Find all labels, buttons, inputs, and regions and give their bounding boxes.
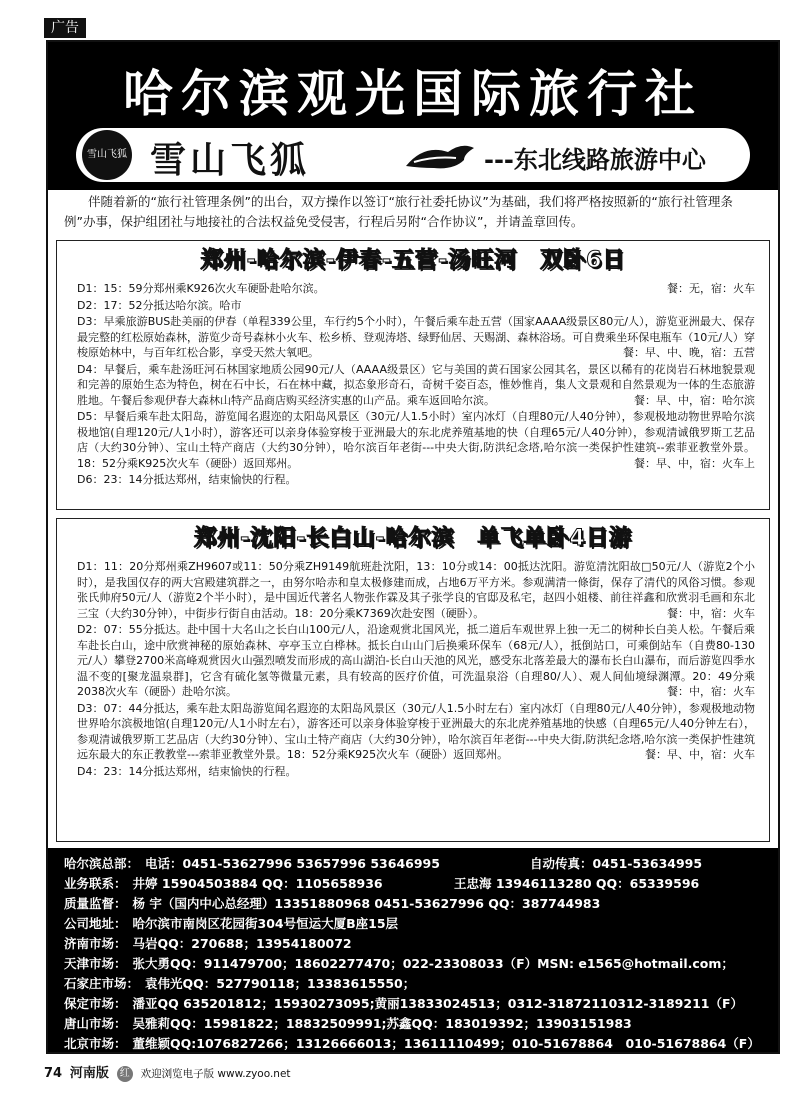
route-1-title: 郑州-哈尔滨-伊春-五营-汤旺河 双卧6日 [200,248,626,273]
itinerary-day: D6：23：14分抵达郑州，结束愉快的行程。 [77,473,297,486]
brand-strip [76,128,750,182]
contact-row: 石家庄市场： 袁伟光QQ：527790118；13383615550； [64,976,416,991]
contact-row: 保定市场： 潘亚QQ 635201812；15930273095;黄丽13833024513；0312-31872110312-3189211（F） [64,996,744,1011]
itinerary-day: D3：早乘旅游BUS赴美丽的伊春（单程339公里，车行约5个小时），午餐后乘车赴五营（国家AAAA级景区80元/人），游览亚洲最大、保存最完整的红松原始森林，游览少奇号森林小火车、松乡桥、登观涛塔、绿野仙居、天赐湖、森林浴场。可自费乘坐环保电瓶车（10元/人）穿梭原始林中，与百年红松合影，享受天然大氧吧。 餐：早、中、晚，宿：五营 [77,315,755,359]
contact-row: 哈尔滨总部： 电话：0451-53627996 53657996 53646995 自动传真：0451-53634995 [64,856,703,871]
fox-icon [404,138,476,174]
contact-panel [48,848,778,1054]
meal-info: 餐：中，宿：火车 [667,606,755,620]
meal-info: 餐：早、中，宿：火车 [645,748,755,761]
edition-label: 河南版 [69,1066,109,1081]
meal-info: 餐：早、中、晚，宿：五营 [623,346,755,359]
brand-logo: 雪山飞狐 [82,130,132,180]
meal-info: 餐：无，宿：火车 [667,282,755,295]
brand-name: 雪山飞狐 [150,139,311,181]
edition-badge: 红 [117,1066,133,1082]
itinerary-day: D2：17：52分抵达哈尔滨。哈市 [77,298,242,312]
meal-info: 餐：中，宿：火车 [667,685,755,698]
ad-tag: 广告 [44,18,86,38]
contact-row: 公司地址： 哈尔滨市南岗区花园街304号恒运大厦B座15层 [64,916,399,931]
advertisement-frame [46,40,780,1054]
route-1-itinerary [57,281,769,488]
itinerary-day: D5：早餐后乘车赴太阳岛，游览闻名遐迩的太阳岛风景区（30元/人1.5小时）室内冰灯（自理80元/人40分钟），参观极地动物世界哈尔滨极地馆(自理120元/人1小时），游客还可以亲身体验穿梭于亚洲最大的东北虎养殖基地的快（自理65元/人40分钟），参观清诚俄罗斯工艺品店（大约30分钟）、宝山土特产商店（大约30分钟），哈尔滨百年老街---中央大街,防洪纪念塔,哈尔滨一类保护性建筑--索菲亚教堂外景。18：52分乘K925次火车（硬卧）返回郑州。 餐：早、中，宿：火车上 [77,410,755,470]
route-2 [56,518,770,842]
itinerary-day: D4：23：14分抵达郑州，结束愉快的行程。 [77,764,297,778]
route-1 [56,240,770,510]
contact-row: 北京市场： 董维颖QQ:1076827266；13126666013；13611110499；010-51678864 010-51678864（F） [64,1036,760,1051]
website-link[interactable]: 欢迎浏览电子版 www.zyoo.net [140,1068,291,1080]
intro-text: 伴随着新的“旅行社管理条例”的出台，双方操作以签订“旅行社委托协议”为基础，我们将严格按照新的“旅行社管理条例”办事，保护组团社与地接社的合法权益免受侵害，行程后另附“合作协议”，并请盖章回传。 [64,194,733,229]
contact-row: 天津市场： 张大勇QQ：911479700；18602277470；022-23308033（F）MSN: e1565@hotmail.com； [64,956,734,971]
itinerary-day: D1：11：20分郑州乘ZH9607或11：50分乘ZH9149航班赴沈阳，13：10分或14：00抵达沈阳。游览清沈阳故□50元/人（游览2个小时），是我国仅存的两大宫殿建筑群之一，由努尔哈赤和皇太极修建而成，占地6万平方米。参观满清一條街，保存了清代的风俗习惯。参观张氏帅府50元/人（游览2个半小时），是中国近代著名人物张作霖及其子张学良的官邸及私宅，赵四小姐楼、前往祥鑫和欣赏羽毛画和东北三宝（大约30分钟），中街步行街自由活动。18：20分乘K7369次赴安图（硬卧）。 餐：中，宿：火车 [77,560,755,620]
meal-info: 餐：早、中，宿：哈尔滨 [634,393,755,407]
itinerary-day: D4：早餐后，乘车赴汤旺河石林国家地质公园90元/人（AAAA级景区）它与美国的黄石国家公园其名，景区以稀有的花岗岩石林地貌景观和完善的原始生态为特色，树在石中长，石在林中藏，拟态象形奇石，奇树千姿百态，惟妙惟肖，集人文景观和自然景观为一体的生态旅游胜地。午餐后参观伊春大森林山特产品商店购买经济实惠的山产品。乘车返回哈尔滨。 餐：早、中，宿：哈尔滨 [77,362,755,407]
contact-row: 唐山市场： 吴雅莉QQ：15981822；18832509991;苏鑫QQ：183019392；13903151983 [64,1016,632,1031]
contact-row: 济南市场： 马岩QQ：270688；13954180072 [64,936,352,951]
brand-tagline: ---东北线路旅游中心 [484,146,706,174]
meal-info: 餐：早、中，宿：火车上 [634,456,755,470]
page-number: 74 [44,1066,63,1081]
route-2-itinerary [57,559,769,779]
itinerary-day: D3：07：44分抵达，乘车赴太阳岛游览闻名遐迩的太阳岛风景区（30元/人1.5小时左右）室内冰灯（自理80元/人40分钟），参观极地动物世界哈尔滨极地馆(自理120元/人1小时左右），游客还可以亲身体验穿梭于亚洲最大的东北虎养殖基地的快感（自理65元/人40分钟左右），参观清诚俄罗斯工艺品店（大约30分钟）、宝山土特产商店（大约30分钟），哈尔滨百年老街---中央大街,防洪纪念塔,哈尔滨一类保护性建筑远东最大的东正教教堂---索菲亚教堂外景。18：52分乘K925次火车（硬卧）返回郑州。 餐：早、中，宿：火车 [77,701,755,761]
contact-row: 业务联系： 井婷 15904503884 QQ：1105658936 王忠海 13946113280 QQ：65339596 [64,876,700,891]
itinerary-day: D2：07：55分抵达。赴中国十大名山之长白山100元/人，沿途观赏北国风光，抵二道后车观世界上独一无二的树种长白美人松。午餐后乘车赴长白山，途中欣赏神秘的原始森林、亭亭玉立白桦林。抵长白山山门后换乘环保车（68元/人），抵倒站口，可乘倒站车（自费80-130元/人）攀登2700米高峰观赏因火山强烈喷发而形成的高山湖泊-长白山天池的风光，感受东北落差最大的瀑布长白山瀑布，而后游览四季水温不变的[聚龙温泉群]，它含有硫化氢等微量元素，具有较高的医疗价值，可洗温泉浴（自理80/人）、观人间仙境绿渊潭。20：49分乘2038次火车（硬卧）赴哈尔滨。 餐：中，宿：火车 [77,623,755,698]
page-footer [44,1062,291,1082]
route-2-title: 郑州-沈阳-长白山-哈尔滨 单飞单卧4日游 [194,526,632,551]
contact-row: 质量监督： 杨 宇（国内中心总经理）13351880968 0451-53627996 QQ：387744983 [64,896,601,911]
agency-title: 哈尔滨观光国际旅行社 [123,65,703,123]
header-banner [48,42,778,190]
itinerary-day: D1：15：59分郑州乘K926次火车硬卧赴哈尔滨。 餐：无，宿：火车 [77,282,755,295]
